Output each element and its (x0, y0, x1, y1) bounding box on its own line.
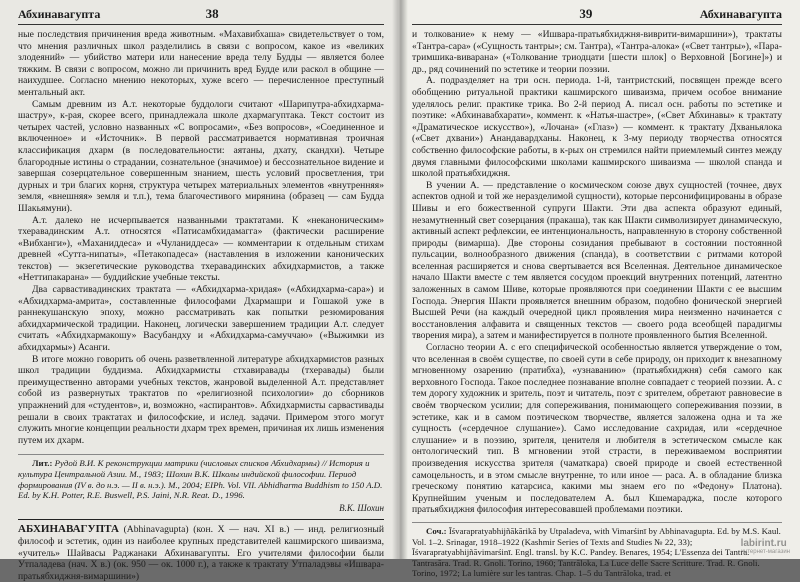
paragraph: Самым древним из А.т. некоторые буддологи считают «Шарипутра-абхидхарма-шастру», к-рая, скорее всего, принадлежала школе дхармагуптака. Текст состоит из четырех частей, условно названных «С вопросами», «Без вопросов», «Соединенное и включенное» и «Источник». В первой рассматривается нормативная троичная классификация дхарм (в последовательности: аятаны, дхату, скандхи). Четыре благородные истины о страдании, сознательное (значимое) и бессознательное видение и завершая созерцательное совершенным знанием, шесть условий просветления, три дурных и три благих корня, структура четырех материальных элементов «внутренняя» земля, «внешняя» земля и т.п.), тема благочестивого мирянина (образец — сам Будда Шакьямуни). (18, 98, 384, 214)
left-page (0, 0, 398, 582)
paragraph: Согласно теории А. с его специфической особенностью является утверждение о том, что вселенная в своём существе, по своей сути в себе природу, он приходит к внезапному мгновенному озарению (пратибха), «узнаванию» (пратьябхиджня) себя самого как верховного Господа. Такое последнее познавание вполне совпадает с теорией поэзии. А. с тем дорогу художник и зритель, поэт и читатель, поэт с зрителем, обретают равновесие в своём творческом усилии; для сопереживания, понимающего сопереживания поэзии, в эстетике, как и в самом поэтическом творчестве, является заложена одна и та же сущность («сердечное слушание»). Само исследование сахридая, или «сердечное слушание» и в поэзию, зрителя, ценителя и любителя в эстетическом смысле как онтологический тип. В мгновении этой страсти, в переживаемом восприятии произведения искусства зрителя (чаматкара) своей природе и своей естественной самоцельность, и в этом смысле внутренне, то или иное — раса. А. в обладание близка греческому понятию катарсиса, какими мы знаем его по «Федону» Платона). Крупнейшим ученым и последователем А. был Кшемараджа, после которого пратьябхиджня философия интересовавшей проблемами поэтики. (412, 342, 782, 516)
works-block (412, 522, 782, 579)
literature-entry (18, 458, 384, 500)
author-signature: В.К. Шохин (339, 502, 384, 513)
paragraph: В учении А. — представление о космическом союзе двух сущностей (точнее, двух аспектов одной и той же неразделимой сущности), которые персонифицированы в образе Шивы и его божественной супруги Шакти. Эти два аспекта образуют единый, незамутненный свет созерцания (пракаша), так как Шакти символизирует динамическую, активный аспект рефлексии, ее интенциональность, направленную в сторону собственной природы (вимарша). Две стороны созидания пребывают в состоянии постоянной пульсации, волнообразного движения (спанда), в соответствии с ритмами которой вселенная расширяется и снова свертывается вся Вселенная. Деятельное динамическое начало Шакти вместе с тем является сосудом проекций внутренних потенций, латентно заложенных в самом Шиве, которые проявляются при соединении Шакти с ее высшим Господа. Энергия Шакти проявляется внешним образом, подобно фонической энергией Высшей Речи (на каждый очередной цикл проявления мира неизменно начинается с восстановления алфавита и священных текстов — своего рода всеобщей парадигмы творения мира), а затем и манифестируется в полноте проявленного бытия Вселенной. (412, 179, 782, 342)
literature-block (18, 454, 384, 513)
page-number: 38 (205, 6, 219, 21)
paragraph: В итоге можно говорить об очень разветвленной литературе абхидхармистов разных школ традиции буддизма. Абхидхармисты стхавиравады (тхеравады) были преимущественно авторами учебных текстов, жанровой выделенной А.т. представляет собой из развернутых трактатов по «религиозной психологии» до сборников упражнений для «студентов», и, возможно, «аспирантов». Абхидхармисты сарвастивады решали в своих трактатах и философские, и ислед. задачи. Примером этого могут служить многие концепции реальности дхарм трех времен, причиная их лишь изменения путем их дхарм. (18, 353, 384, 446)
entry-text: (Abhinavagupta) (кон. X — нач. XI в.) — инд. религиозный философ и эстетик, один из наиболее крупных представителей кашмирского шиваизма, «учитель» Шайвасы Раджанаки Абхинавагупты. Его учителями философии были Утпаладева (нач. X в.) (ок. 950 — ок. 1000 г.), а также к трактату Утпаладэвы «Ишвара-пратьябхиджня-вимаршини») (18, 524, 384, 582)
paragraph: и толкование» к нему — «Ишвара-пратьябхиджня-виврити-вимаршини»), трактаты «Тантра-сара» («Сущность тантры»; см. Тантра), «Тантра-алока» («Свет тантры»), «Пара-тримшика-виварана» («Толкование триодцати [шести шлок] о Верховной [Богине]») и др., ряд сочинений по эстетике и теории поэзии. (412, 29, 782, 75)
entry-title: АБХИНАВАГУПТА (18, 523, 119, 536)
works-text: Īśvarapratyabhijñākārikā by Utpaladeva, with Vimarśinī by Abhinavagupta. Ed. by M.S. Kaul. Vol. 1–2. Srinagar, 1918–1922 (Kashmir Series of Texts and Studies № 22, 33); Īśvarapratyabhijñāvimarśinī. Engl. transl. by K.C. Pandey. Benares, 1954; L'Essenza dei Tantra. Tantrasāra. Trad. R. Gnoli. Torino, 1960; Tantrāloka, La Luce delle Sacre Scritture. Trad. R. Gnoli. Torino, 1972; La lumière sur les tantras. Chap. 1–5 du Tantrāloka, trad. et (412, 525, 781, 579)
paragraph: Два сарвастивадинских трактата — «Абхидхарма-хридая» («Абхидхарма-сара») и «Абхидхарма-амрита», составленные философами Дхармашри и Гошакой уже в раннекушанскую эпоху, можно рассматривать как попытки резюмирования абхидхармической традиции. Наконец, логически завершением традиции А.т. следует считать «Абхидхармакошу» Васубандху и «Абхидхарма-самуччаю» («Выжимки из абхидхармы») Асанги. (18, 284, 384, 354)
right-page (398, 0, 800, 579)
watermark-text: labirint.ru (740, 538, 787, 549)
paragraph: А. подразделяет на три осн. периода. 1-й, тантристский, посвящен прежде всего обобщению ритуальной практики кашмирского шиваизма, причем особое внимание уделялось религ. практике трика. Во 2-й период А. писал осн. работы по эстетике и поэтике: «Абхинавабхарати», коммент. к «Натья-шастре», («Свет Абхинавы» к трактату «Драматическое искусство»), «Лочана» («Глаз») — коммент. к трактату Дхваньялока («Свет дхвани») Анандавардханы. Наконец, к 3-му периоду творчества относятся собственно философские работы, в к-рых он стремился найти приемлемый синтез между двумя главными философскими школами кашмирского шиваизма — школой спанда и школой пратьябхиджня. (412, 75, 782, 180)
running-title: Абхинавагупта (18, 7, 101, 21)
literature-label: Лит.: (32, 458, 53, 469)
right-column (412, 29, 782, 516)
new-entry (18, 519, 384, 582)
left-page-header (18, 0, 384, 25)
literature-text: Рудой В.И. К реконструкции матрики (числовых списков Абхидхармы) // История и культура Центральной Азии. М., 1983; Шохин В.К. Школы индийской философии. Период формирования (IV в. до н.э. — II в. н.э.). М., 2004; EIPh. Vol. VII. Abhidharma Buddhism to 150 A.D. Ed. by K.H. Potter, R.E. Buswell, P.S. Jaini, N.R. Reat. D., 1996. (18, 458, 383, 501)
watermark-subtext: интернет-магазин (740, 549, 790, 555)
paragraph: ные последствия причинения вреда животным. «Махавибхаша» свидетельствует о том, что мнения различных школ разделились в связи с вопросом, какое из «великих злодеяний» — убийство матери или нанесение вреда телу Будды — является более тяжким. В связи с вопросом, можно ли причинить вред Будде или раскол в общине — наихудшее. Согласно мнению некоторых, хуже всего — перечисленное преступный ментальный акт. (18, 29, 384, 98)
left-column (18, 29, 384, 446)
right-page-header (412, 0, 782, 25)
paragraph: А.т. далеко не исчерпывается названными трактатами. К «неканоническим» тхеравадинским А.т. относятся «Патисамбхидамагга» (фактически расширение «Вибханги»), «Маханиддеса» и «Чуланиддеса» — комментарии к отдельным стихам древней «Сутта-нипаты», «Петакопадеса» (наставления в изложении канонических текстов) — экзегетические руководства тхеравадинских абхидхармистов, а также «Неттипакарана» — буддийские учебные тексты. (18, 214, 384, 284)
works-label: Соч.: (426, 525, 447, 536)
watermark-logo (741, 538, 790, 555)
running-title: Абхинавагупта (699, 7, 782, 21)
page-number: 39 (579, 6, 593, 21)
